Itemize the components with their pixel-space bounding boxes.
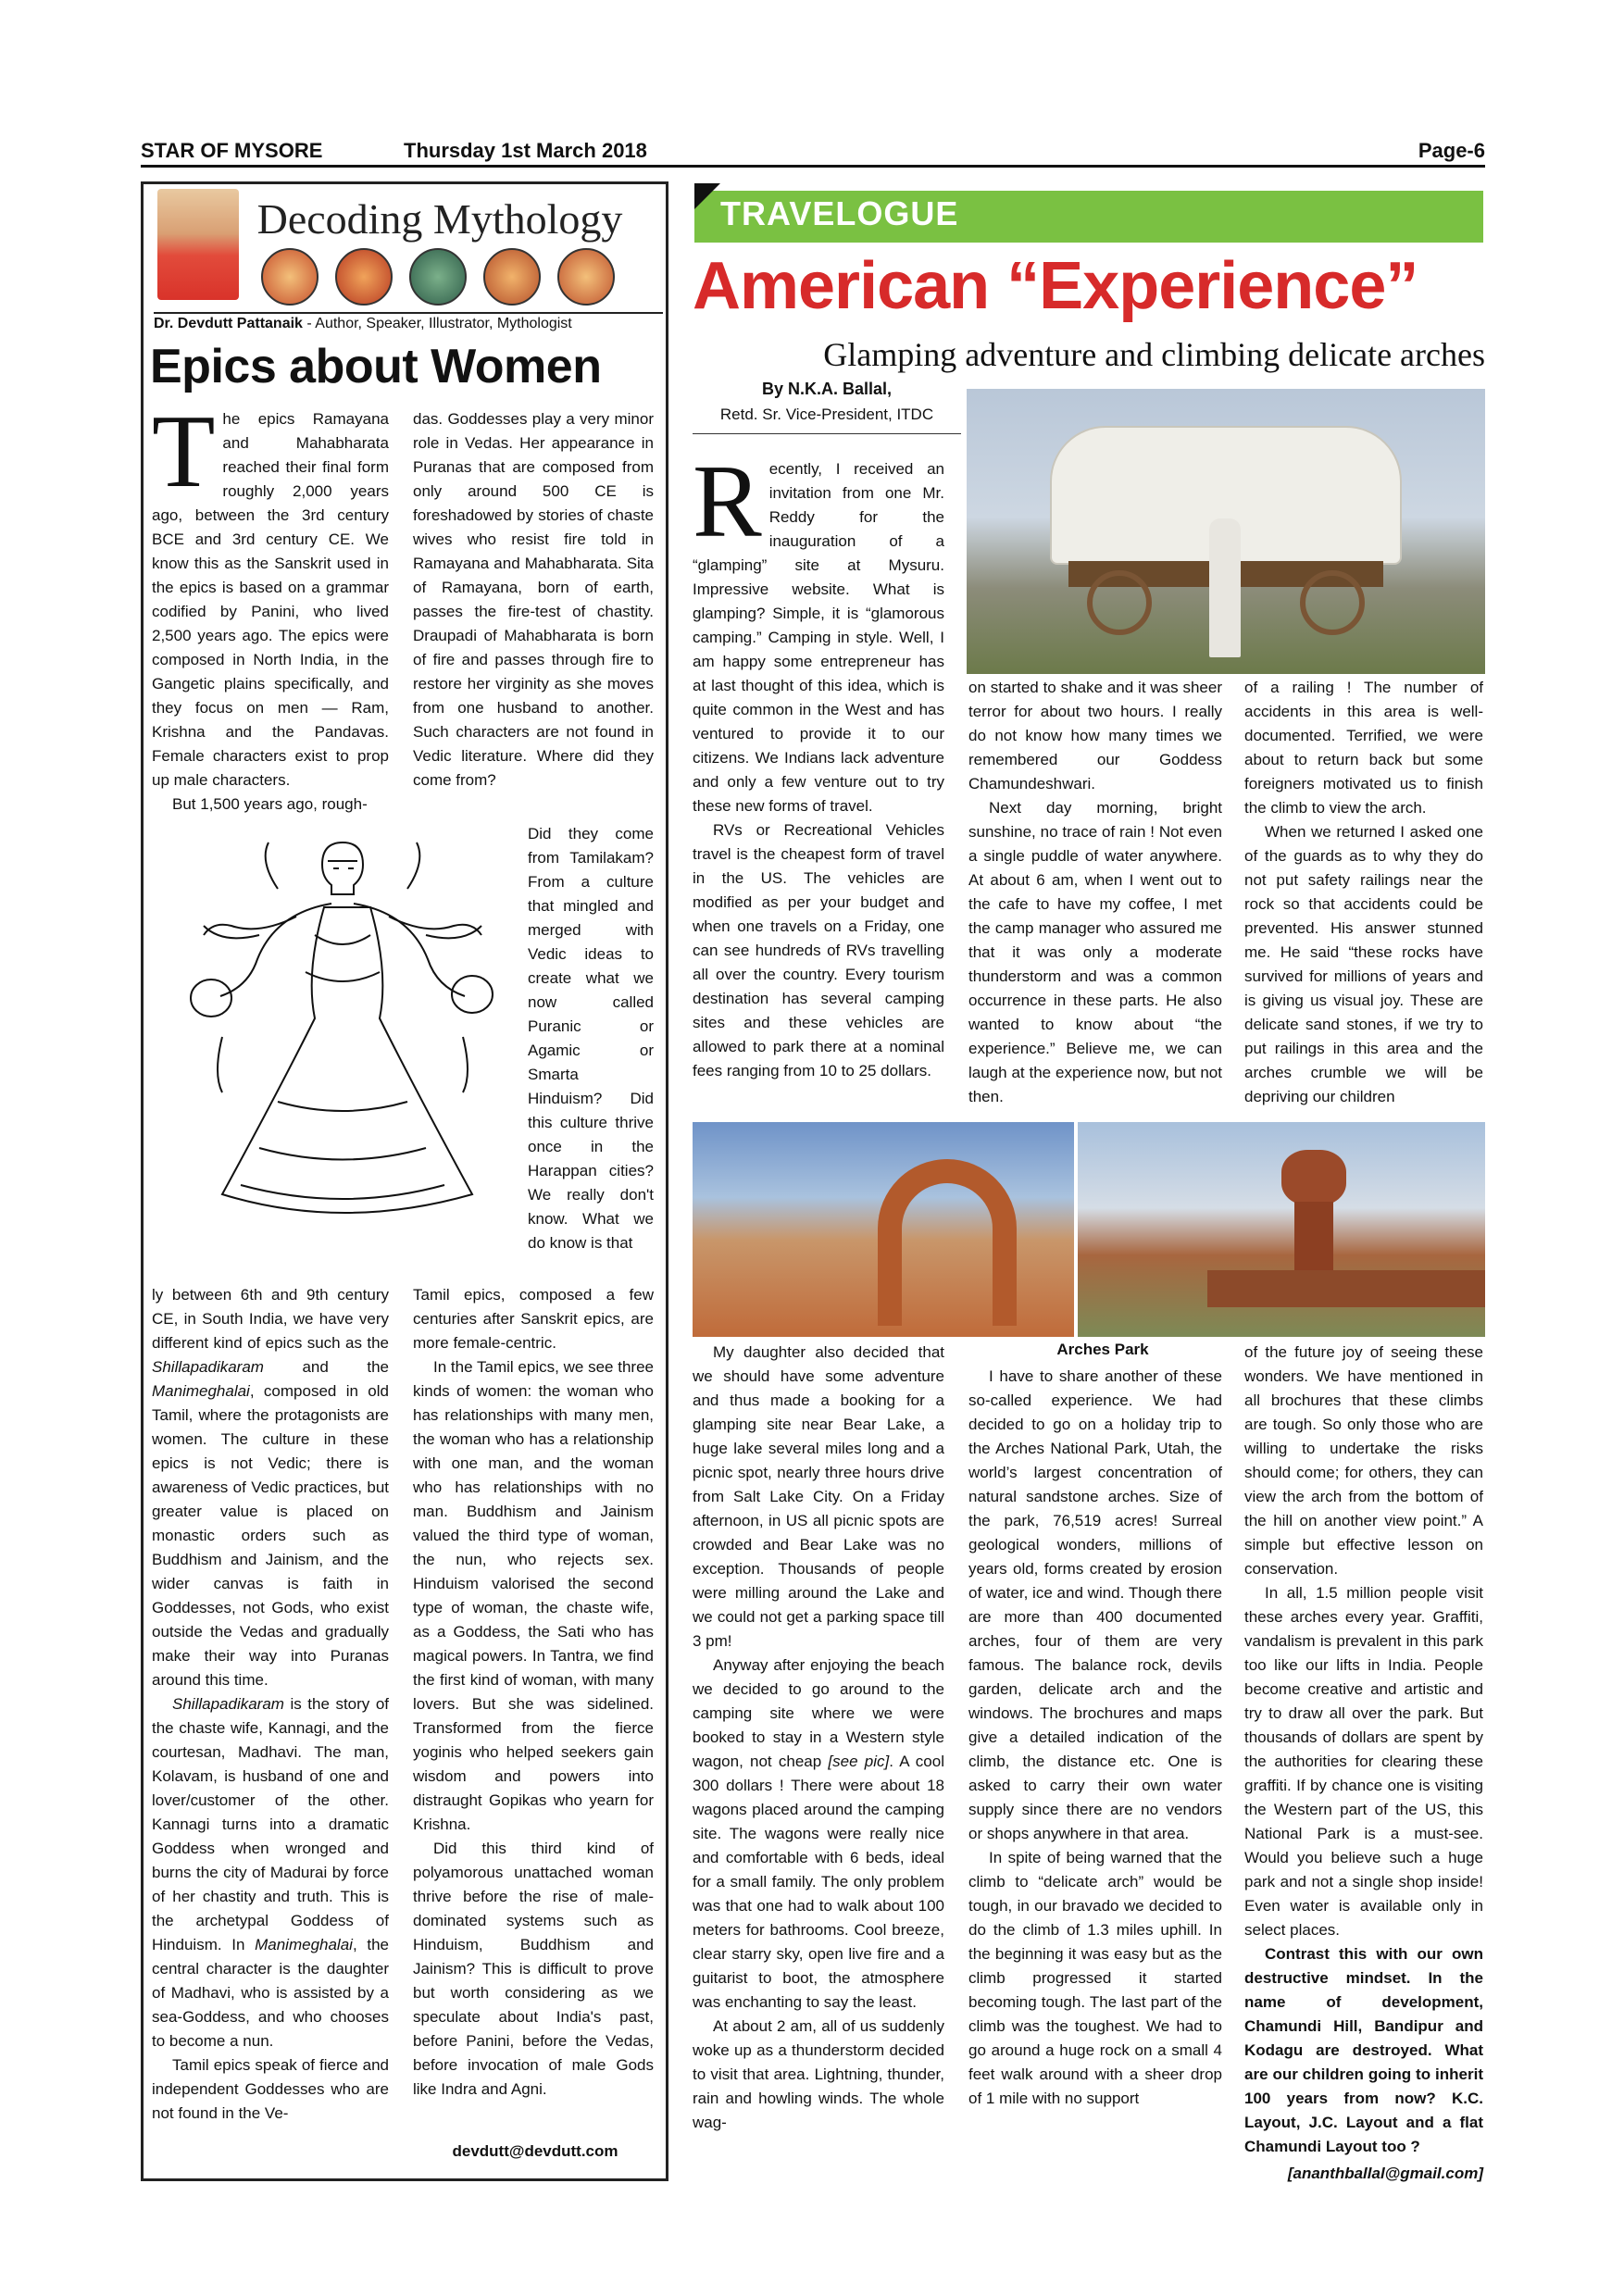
- left-col1-top: The epics Ramayana and Mahabharata reached their final form roughly 2,000 years ago, between the 3rd century BCE and 3rd century CE. We know this as the Sanskrit used in the epics is based on a grammar codified by Panini, who lived 2,500 years ago. The epics were composed in North India, in the Gangetic plains specifically, and they focus on men — Ram, Krishna and the Pandavas. Female characters exist to prop up male characters. But 1,500 years ago, rough-: [152, 394, 389, 813]
- deity-face-icon: [335, 248, 393, 306]
- left-col2-bottom: Tamil epics, composed a few centuries after Sanskrit epics, are more female-centric. In the Tamil epics, we see three kinds of women: the woman who has relationships with many men, the woman who has a relationship with one man, and the woman who has relationships with no man. Buddhism and Jainism valued the third type of woman, the nun, who rejects sex. Hinduism valorised the second type of woman, the chaste wife, as a Goddess, the Sati who has magical powers. In Tantra, we find the first kind of woman, with many lovers. But she was sidelined. Transformed from the fierce yoginis who helped seekers gain wisdom and powers into distraught Gopikas who yearn for Krishna. Did this third kind of polyamorous unattached woman thrive before the rise of male-dominated systems such as Hinduism, Buddhism and Jainism? This is difficult to prove but worth considering as we speculate about India's past, before Panini, before the Vedas, before invocation of male Gods like Indra and Agni.: [413, 1286, 654, 2098]
- header-rule: [141, 165, 1485, 168]
- left-col2-top: das. Goddesses play a very minor role in Vedas. Her appearance in Puranas that are composed from only around 500 CE is foreshadowed by stories of chaste wives who resist fire told in Ramayana and Mahabharata. Sita of Ramayana, born of earth, passes the fire-test of chastity. Draupadi of Mahabharata is born of fire and passes through fire to restore her virginity as she moves from one husband to another. Such characters are not found in Vedic literature. Where did they come from?: [413, 410, 654, 789]
- deity-face-icon: [409, 248, 467, 306]
- author-email[interactable]: [ananthballal@gmail.com]: [1287, 2165, 1483, 2182]
- byline-rule: [693, 433, 961, 434]
- right-col2-bottom: I have to share another of these so-called experience. We had decided to go on a holiday trip to the Arches National Park, Utah, the world’s largest concentration of natural sandstone arches. Size of the park, 76,519 acres! Surreal geological wonders, millions of years old, forms created by erosion of water, ice and wind. Though there are more than 400 documented arches, four of them are very famous. The balance rock, devils garden, delicate arch and the windows. The brochures and maps give a detailed indication of the climb, the distance etc. One is asked to carry their own water supply since there are no vendors or shops anywhere in that area. In spite of being warned that the climb to “delicate arch” would be tough, in our bravado we decided to do the climb of 1.3 miles uphill. In the beginning it was easy but as the climb progressed it started becoming tough. The last part of the climb was the toughest. We had to go around a huge rock on a small 4 feet walk around with a sheer drop of 1 mile with no support: [968, 1367, 1222, 2107]
- drop-cap: T: [152, 394, 216, 509]
- page-number: Page-6: [1418, 139, 1485, 162]
- paper-name: STAR OF MYSORE: [141, 139, 323, 162]
- deity-face-icon: [557, 248, 615, 306]
- author-photo: [157, 189, 239, 300]
- balanced-rock-photo: [1078, 1122, 1485, 1337]
- author-byline: Dr. Devdutt Pattanaik - Author, Speaker, Illustrator, Mythologist: [154, 312, 663, 332]
- right-col2-top: on started to shake and it was sheer terror for about two hours. I really do not know how many times we remembered our Goddess Chamundeshwari. Next day morning, bright sunshine, no trace of rain ! Not even a single puddle of water anywhere. At about 6 am, when I went out to the cafe to have my coffee, I met the camp manager who assured me that it was only a moderate thunderstorm and was a common occurrence in these parts. He also wanted to know about “the experience.” Believe me, we can laugh at the experience now, but not then.: [968, 679, 1222, 1105]
- right-col1-top: Recently, I received an invitation from one Mr. Reddy for the inauguration of a “glamping” site at Mysuru. Impressive website. What is glamping? Simple, it is “glamorous camping.” Camping in style. Well, I am happy some entrepreneur has at last thought of this idea, which is quite common in the West and has ventured to provide it to our citizens. We Indians lack adventure and only a few venture out to try these new forms of travel. RVs or Recreational Vehicles travel is the cheapest form of travel in the US. The vehicles are modified as per your budget and when one travels on a Friday, one can see hundreds of RVs travelling all over the country. Every tourism destination has several camping sites and these vehicles are allowed to park there at a nominal fees ranging from 10 to 25 dollars.: [693, 444, 944, 1079]
- author-role: Retd. Sr. Vice-President, ITDC: [719, 406, 934, 423]
- left-col1-bottom: ly between 6th and 9th century CE, in South India, we have very different kind of epics such as the Shillapadikaram and the Manimeghalai, composed in old Tamil, where the protagonists are women. The culture in these epics is not Vedic; there is awareness of Vedic practices, but greater value is placed on monastic orders such as Buddhism and Jainism, and the wider canvas is faith in Goddesses, not Gods, who exist outside the Vedas and gradually make their way into Puranas around this time. Shillapadikaram is the story of the chaste wife, Kannagi, and the courtesan, Madhavi. The man, Kolavam, is husband of one and lover/customer of the other. Kannagi turns into a dramatic Goddess when wronged and burns the city of Madurai by force of her chastity and truth. This is the archetypal Goddess of Hinduism. In Manimeghalai, the central character is the daughter of Madhavi, who is assisted by a sea-Goddess, and who chooses to become a nun. Tamil epics speak of fierce and independent Goddesses who are not found in the Ve-: [152, 1286, 389, 2122]
- right-col3-bottom: of the future joy of seeing these wonders. We have mentioned in all brochures that these climbs are tough. So only those who are willing to undertake the risks should come; for others, they can view the arch from the bottom of the hill on another view point.” A simple but effective lesson on conservation. In all, 1.5 million people visit these arches every year. Graffiti, vandalism is prevalent in this park too like our lifts in India. People become creative and artistic and try to draw all over the park. But thousands of dollars are spent by the authorities for clearing these graffiti. If by chance one is visiting the Western part of the US, this National Park is a must-see. Would you believe such a huge park and not a single shop inside! Even water is available only in select places. Contrast this with our own destructive mindset. In the name of development, Chamundi Hill, Bandipur and Kodagu are destroyed. What are our children going to inherit 100 years from now? K.C. Layout, J.C. Layout and a flat Chamundi Layout too ?: [1244, 1343, 1483, 2155]
- left-col2-narrow: Did they come from Tamilakam? From a culture that mingled and merged with Vedic ideas to create what we now called Puranic or Agamic or Smarta Hinduism? Did this culture thrive once in the Harappan cities? We really don't know. What we do know is that: [528, 825, 654, 1252]
- goddess-illustration: [167, 824, 518, 1257]
- issue-date: Thursday 1st March 2018: [404, 139, 647, 162]
- right-col3-top: of a railing ! The number of accidents in this area is well-documented. Terrified, we were about to return back but some foreigners motivated us to finish the climb to view the arch. When we returned I asked one of the guards as to why they do not put safety railings near the rock so that accidents could be prevented. His answer stunned me. He said “these rocks have survived for millions of years and is giving us visual joy. These are delicate sand stones, if we try to put railings in this area and the arches crumble we will be depriving our children: [1244, 679, 1483, 1105]
- right-col1-bottom: My daughter also decided that we should have some adventure and thus made a booking for a glamping site near Bear Lake, a huge lake several miles long and a picnic spot, nearly three hours drive from Salt Lake City. On a Friday afternoon, in US all picnic spots are crowded and Bear Lake was no exception. Thousands of people were milling around the Lake and we could not get a parking space till 3 pm! Anyway after enjoying the beach we decided to go around to the camping site where we were booked to stay in a Western style wagon, not cheap [see pic]. A cool 300 dollars ! There were about 18 wagons placed around the camping site. The wagons were really nice and comfortable with 6 beds, ideal for a small family. The only problem was that one had to walk about 100 meters for bathrooms. Cool breeze, clear starry sky, open live fire and a guitarist to boot, the atmosphere was enchanting to say the least. At about 2 am, all of us suddenly woke up as a thunderstorm decided to visit that area. Lightning, thunder, rain and howling winds. The whole wag-: [693, 1343, 944, 2131]
- column-banner-title: Decoding Mythology: [256, 195, 623, 243]
- left-headline: Epics about Women: [150, 340, 602, 393]
- subheadline: Glamping adventure and climbing delicate arches: [823, 336, 1485, 373]
- deity-face-icon: [261, 248, 319, 306]
- arches-park-subhead: Arches Park: [1056, 1341, 1149, 1358]
- wagon-photo: [967, 389, 1485, 674]
- main-headline: American “Experience”: [693, 249, 1418, 323]
- delicate-arch-photo: [693, 1122, 1074, 1337]
- author-byline: By N.K.A. Ballal,: [761, 380, 893, 398]
- drop-cap: R: [693, 444, 762, 559]
- section-label: TRAVELOGUE: [720, 194, 959, 232]
- deity-face-icon: [483, 248, 541, 306]
- section-corner: [694, 183, 720, 209]
- author-email[interactable]: devdutt@devdutt.com: [452, 2142, 618, 2160]
